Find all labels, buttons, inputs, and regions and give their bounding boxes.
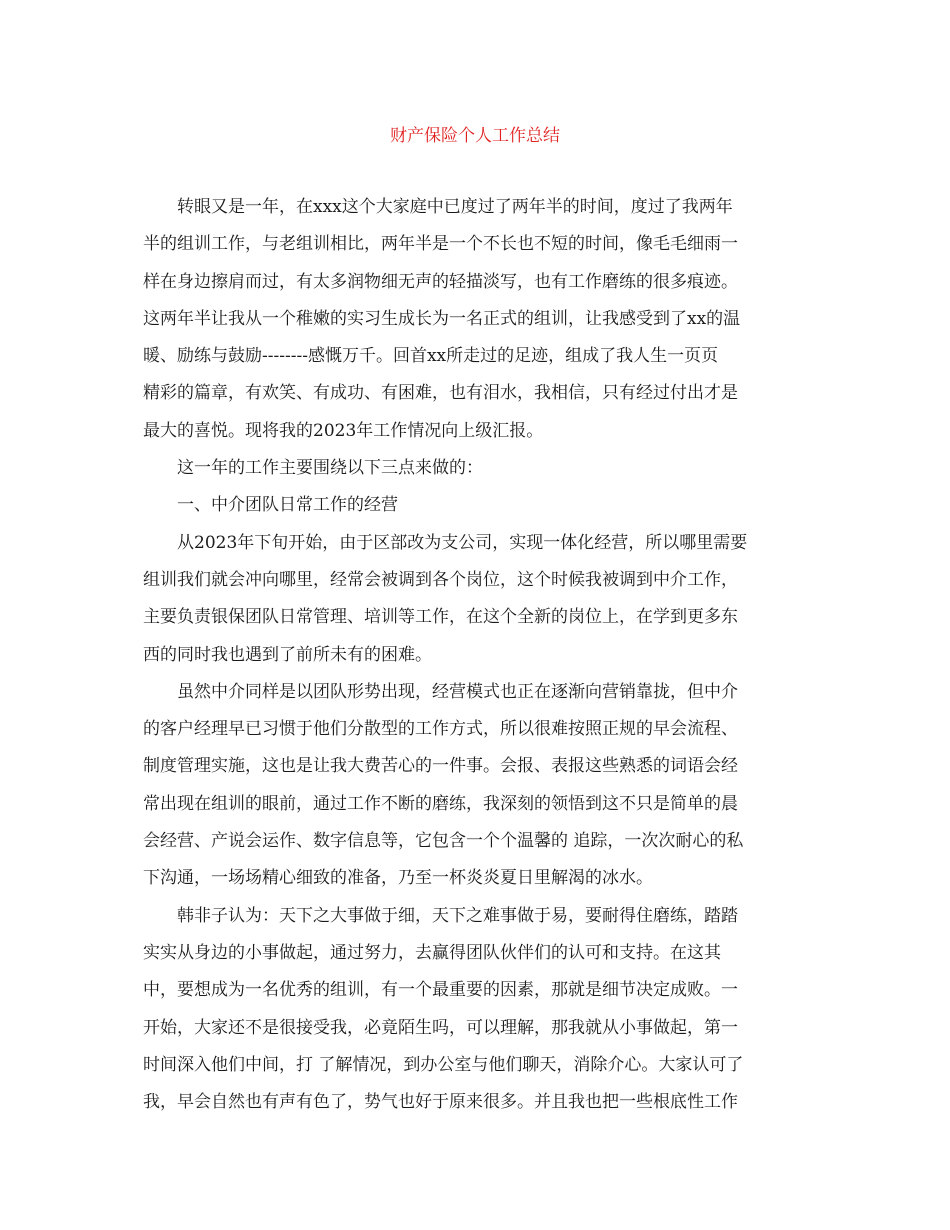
paragraph-line: 暖、励练与鼓励--------感慨万千。回首xx所走过的足迹，组成了我人生一页页 xyxy=(143,346,719,367)
paragraph-line: 转眼又是一年，在xxx这个大家庭中已度过了两年半的时间，度过了我两年 xyxy=(177,197,733,217)
document-body xyxy=(143,189,811,1121)
paragraph-line: 的客户经理早已习惯于他们分散型的工作方式，所以很难按照正规的早会流程、 xyxy=(143,719,738,740)
paragraph-line: 时间深入他们中间，打 了解情况，到办公室与他们聊天，消除介心。大家认可了 xyxy=(143,1054,744,1075)
paragraph-line: 组训我们就会冲向哪里，经常会被调到各个岗位，这个时候我被调到中介工作， xyxy=(143,569,738,590)
paragraph-line: 精彩的篇章，有欢笑、有成功、有困难，也有泪水，我相信，只有经过付出才是 xyxy=(143,383,738,404)
paragraph-line: 虽然中介同样是以团队形势出现，经营模式也正在逐渐向营销靠拢，但中介 xyxy=(177,681,738,702)
paragraph-line: 下沟通，一场场精心细致的准备，乃至一杯炎炎夏日里解渴的冰水。 xyxy=(143,868,653,889)
paragraph-line: 韩非子认为：天下之大事做于细，天下之难事做于易，要耐得住磨练，踏踏 xyxy=(177,905,738,926)
paragraph-line: 实实从身边的小事做起，通过努力，去赢得团队伙伴们的认可和支持。在这其 xyxy=(143,942,721,963)
paragraph-line: 最大的喜悦。现将我的2023年工作情况向上级汇报。 xyxy=(143,420,544,441)
paragraph-line: 半的组训工作，与老组训相比，两年半是一个不长也不短的时间，像毛毛细雨一 xyxy=(143,234,738,255)
paragraph-line: 西的同时我也遇到了前所未有的困难。 xyxy=(143,644,432,665)
paragraph-line: 从2023年下旬开始，由于区部改为支公司，实现一体化经营，所以哪里需要 xyxy=(177,532,748,553)
paragraph-line: 常出现在组训的眼前，通过工作不断的磨练，我深刻的领悟到这不只是简单的晨 xyxy=(143,793,738,814)
paragraph-line: 制度管理实施，这也是让我大费苦心的一件事。会报、表报这些熟悉的词语会经 xyxy=(143,756,738,777)
paragraph-line: 会经营、产说会运作、数字信息等，它包含一个个温馨的 追踪，一次次耐心的私 xyxy=(143,831,744,852)
paragraph-line: 这两年半让我从一个稚嫩的实习生成长为一名正式的组训，让我感受到了xx的温 xyxy=(143,308,741,329)
paragraph-line: 主要负责银保团队日常管理、培训等工作，在这个全新的岗位上，在学到更多东 xyxy=(143,607,738,628)
paragraph-line: 这一年的工作主要围绕以下三点来做的： xyxy=(177,458,483,479)
paragraph-line: 中，要想成为一名优秀的组训，有一个最重要的因素，那就是细节决定成败。一 xyxy=(143,980,738,1001)
document-title: 财产保险个人工作总结 xyxy=(390,126,560,146)
paragraph-line: 样在身边擦肩而过，有太多润物细无声的轻描淡写，也有工作磨练的很多痕迹。 xyxy=(143,271,738,292)
paragraph-line: 我，早会自然也有声有色了，势气也好于原来很多。并且我也把一些根底性工作 xyxy=(143,1092,738,1113)
paragraph-line: 开始，大家还不是很接受我，必竟陌生吗，可以理解，那我就从小事做起，第一 xyxy=(143,1017,738,1038)
section-heading: 一、中介团队日常工作的经营 xyxy=(177,495,398,516)
